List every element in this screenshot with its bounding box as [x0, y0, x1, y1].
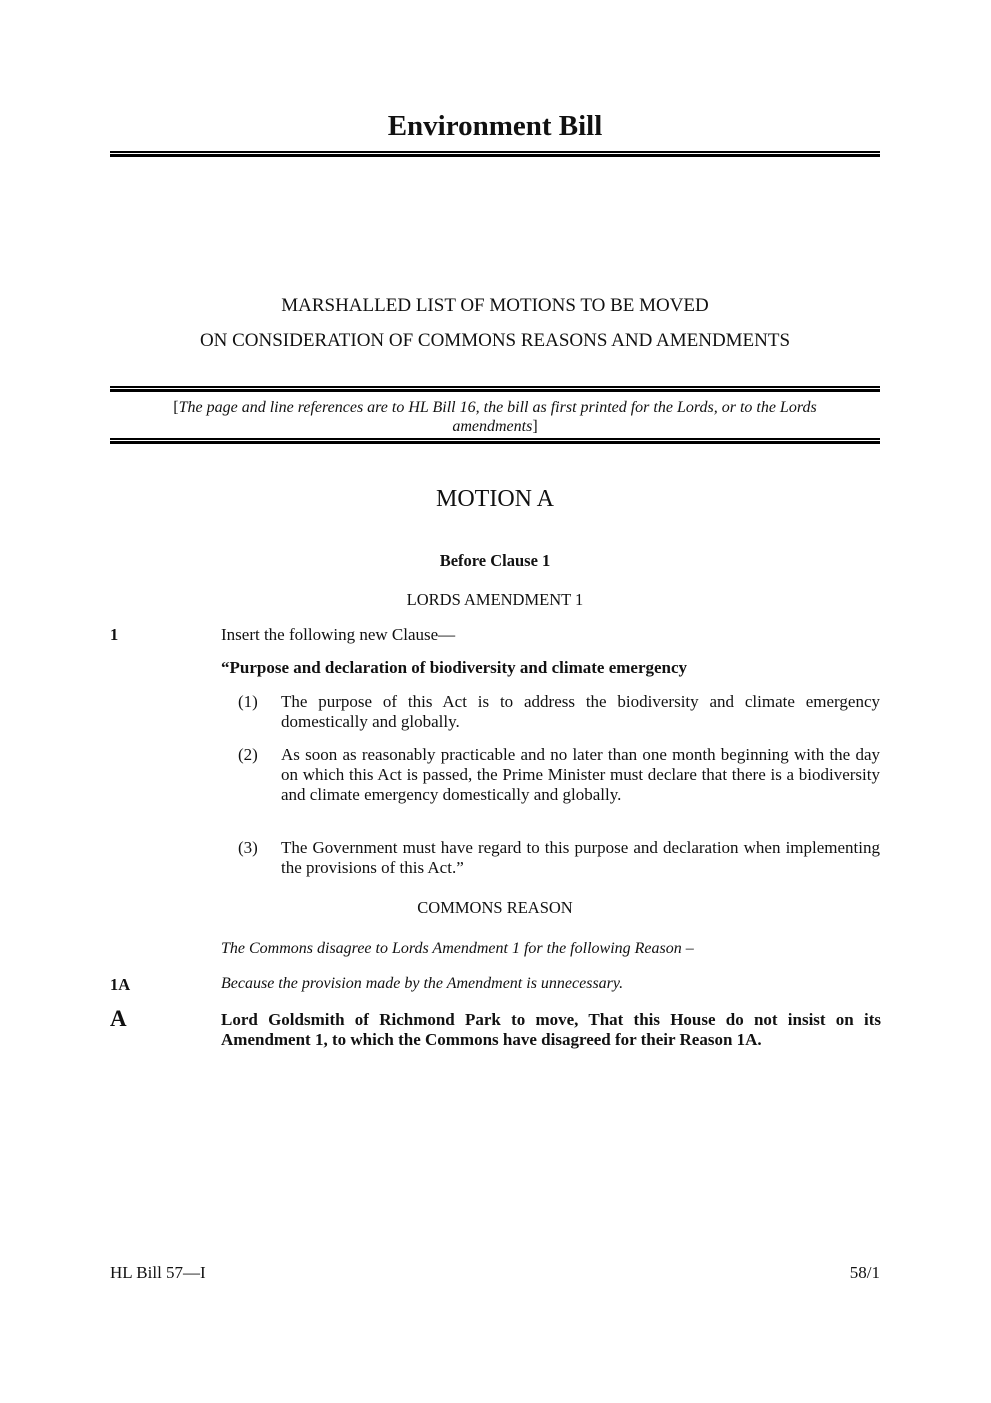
reason-intro: The Commons disagree to Lords Amendment 1 for the following Reason –: [221, 940, 694, 957]
note-text-line-2: amendments: [452, 418, 533, 435]
subsection-number: (2): [238, 745, 258, 764]
reason-text: Because the provision made by the Amendment is unnecessary.: [221, 975, 624, 992]
subsection-text: The purpose of this Act is to address the biodiversity and climate emergency domestically and globally.: [281, 692, 880, 731]
motion-text: Lord Goldsmith of Richmond Park to move, That this House do not insist on its Amendment 1, to which the Commons have disagreed for their Reason 1A.: [221, 1010, 881, 1049]
document-title: Environment Bill: [387, 110, 603, 142]
note-bottom-divider: [110, 438, 880, 444]
reference-note: [110, 398, 880, 436]
amendment-number: 1: [110, 625, 119, 644]
note-text-line-1: The page and line references are to HL Bill 16, the bill as first printed for the Lords, or to the Lords: [178, 399, 817, 416]
clause-heading: Before Clause 1: [439, 551, 551, 570]
note-close-bracket: ]: [532, 418, 538, 435]
reason-number: 1A: [110, 975, 131, 994]
note-open-bracket: [: [173, 399, 179, 416]
subtitle-line-1: MARSHALLED LIST OF MOTIONS TO BE MOVED: [281, 295, 709, 316]
note-top-divider: [110, 386, 880, 392]
subsection-text: The Government must have regard to this purpose and declaration when implementing the provisions of this Act.”: [281, 838, 880, 877]
footer-bill-ref: HL Bill 57—I: [110, 1263, 206, 1282]
new-clause-title: “Purpose and declaration of biodiversity and climate emergency: [221, 658, 688, 677]
subtitle-line-2: ON CONSIDERATION OF COMMONS REASONS AND AMENDMENTS: [199, 330, 791, 351]
subsection-text: As soon as reasonably practicable and no later than one month beginning with the day on which this Act is passed, the Prime Minister must declare that there is a biodiversity and climate emergency domestically and globally.: [281, 745, 880, 804]
reason-heading: COMMONS REASON: [417, 898, 573, 917]
motion-letter: A: [110, 1006, 127, 1031]
footer-page-ref: 58/1: [849, 1263, 880, 1282]
motion-title: MOTION A: [436, 486, 554, 512]
subsection-number: (3): [238, 838, 258, 857]
title-divider: [110, 151, 880, 157]
amendment-heading: LORDS AMENDMENT 1: [406, 590, 584, 609]
amendment-instruction: Insert the following new Clause—: [221, 625, 456, 644]
subsection-number: (1): [238, 692, 258, 711]
